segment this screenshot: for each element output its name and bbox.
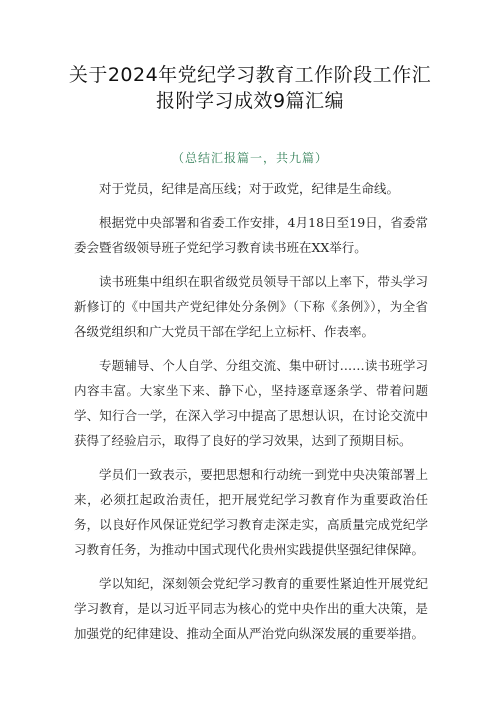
document-body xyxy=(74,176,428,655)
title-line-2: 报附学习成效9篇汇编 xyxy=(155,90,345,112)
paragraph-3: 读书班集中组织在职省级党员领导干部以上率下，带头学习新修订的《中国共产党纪律处分条例》（下称《条例》），为全省各级党组织和广大党员干部在学纪上立标杆、作表率。 xyxy=(74,274,428,339)
title-line-1: 关于2024年党纪学习教育工作阶段工作汇 xyxy=(68,64,432,86)
paragraph-4: 专题辅导、个人自学、分组交流、集中研讨……读书班学习内容丰富。大家坐下来、静下心，坚持逐章逐条学、带着问题学、知行合一学，在深入学习中提高了思想认识，在讨论交流中获得了经验启示，取得了良好的学习效果，达到了预期目标。 xyxy=(74,358,428,448)
document-subtitle: （总结汇报篇一，共九篇） xyxy=(171,151,328,165)
paragraph-6: 学以知纪，深刻领会党纪学习教育的重要性紧迫性开展党纪学习教育，是以习近平同志为核心的党中央作出的重大决策，是加强党的纪律建设、推动全面从严治党向纵深发展的重要举措。 xyxy=(74,576,428,641)
paragraph-1: 对于党员，纪律是高压线；对于政党，纪律是生命线。 xyxy=(99,181,400,196)
paragraph-5: 学员们一致表示，要把思想和行动统一到党中央决策部署上来，必须扛起政治责任，把开展党纪学习教育作为重要政治任务，以良好作风保证党纪学习教育走深走实，高质量完成党纪学习教育任务，为推动中国式现代化贵州实践提供坚强纪律保障。 xyxy=(74,467,428,557)
paragraph-2: 根据党中央部署和省委工作安排，4月18日至19日，省委常委会暨省级领导班子党纪学习教育读书班在XX举行。 xyxy=(74,215,428,255)
document-title xyxy=(0,62,500,114)
